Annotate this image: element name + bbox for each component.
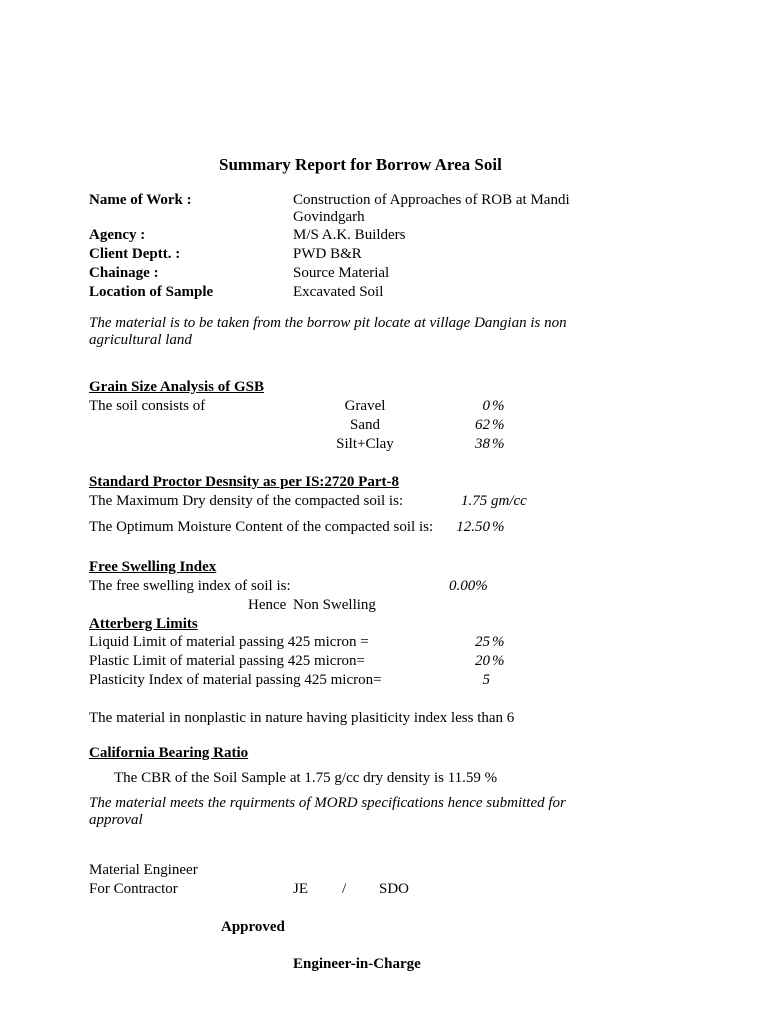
sand-value: 62 [475,417,490,433]
sand-unit: % [492,417,505,433]
swelling-value: 0.00% [449,578,488,594]
plastic-limit-text: Plastic Limit of material passing 425 micron= [89,653,365,669]
gravel-label: Gravel [344,398,386,414]
gravel-value: 0 [482,398,490,414]
for-contractor-label: For Contractor [89,881,178,897]
plastic-limit-unit: % [492,653,505,669]
swelling-heading: Free Swelling Index [89,559,217,575]
sand-label: Sand [350,417,380,433]
hence-value: Non Swelling [293,597,376,613]
omc-text: The Optimum Moisture Content of the compacted soil is: [89,519,434,535]
material-engineer-label: Material Engineer [89,862,198,878]
mdd-value: 1.75 gm/cc [461,493,527,509]
plastic-limit-value: 20 [475,653,490,669]
agency-label: Agency : [89,227,146,243]
nonplastic-conclusion: The material in nonplastic in nature having plasiticity index less than 6 [89,710,515,726]
cbr-text: The CBR of the Soil Sample at 1.75 g/cc dry density is 11.59 % [114,770,498,786]
sdo-label: SDO [379,881,410,897]
silt-clay-value: 38 [475,436,490,452]
chainage-value: Source Material [293,265,390,281]
liquid-limit-text: Liquid Limit of material passing 425 micron = [89,634,369,650]
proctor-heading: Standard Proctor Desnsity as per IS:2720 Part-8 [89,474,399,490]
client-value: PWD B&R [293,246,362,262]
omc-unit: % [492,519,505,535]
gravel-unit: % [492,398,505,414]
location-value: Excavated Soil [293,284,384,300]
je-label: JE [293,881,308,897]
chainage-label: Chainage : [89,265,159,281]
plasticity-index-text: Plasticity Index of material passing 425 micron= [89,672,382,688]
omc-value: 12.50 [456,519,490,535]
borrow-pit-note: The material is to be taken from the borrow pit locate at village Dangian is non agricultural land [89,315,567,348]
plasticity-index-value: 5 [482,672,490,688]
hence-label: Hence [248,597,287,613]
approved-label: Approved [221,919,285,935]
page-title: Summary Report for Borrow Area Soil [219,155,502,174]
agency-value: M/S A.K. Builders [293,227,406,243]
mdd-text: The Maximum Dry density of the compacted soil is: [89,493,404,509]
atterberg-heading: Atterberg Limits [89,616,198,632]
name-of-work-value: Construction of Approaches of ROB at Mandi Govindgarh [293,192,570,225]
client-label: Client Deptt. : [89,246,181,262]
silt-clay-label: Silt+Clay [336,436,394,452]
slash-separator: / [342,881,347,897]
liquid-limit-unit: % [492,634,505,650]
engineer-in-charge-label: Engineer-in-Charge [293,956,421,972]
grain-size-heading: Grain Size Analysis of GSB [89,379,265,395]
swelling-text: The free swelling index of soil is: [89,578,291,594]
silt-clay-unit: % [492,436,505,452]
location-label: Location of Sample [89,284,214,300]
liquid-limit-value: 25 [475,634,490,650]
mord-note: The material meets the rquirments of MORD specifications hence submitted for approval [89,795,566,828]
cbr-heading: California Bearing Ratio [89,745,249,761]
soil-consists-text: The soil consists of [89,398,206,414]
name-of-work-label: Name of Work : [89,192,192,208]
